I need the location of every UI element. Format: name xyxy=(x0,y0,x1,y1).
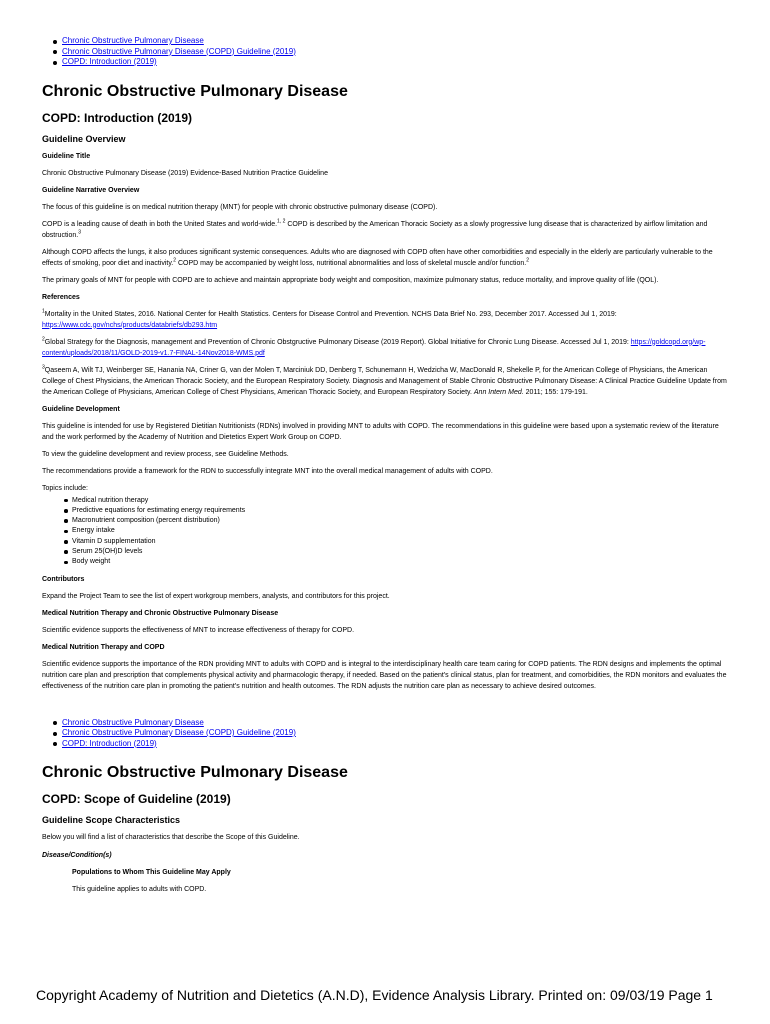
breadcrumb-link-introduction[interactable]: COPD: Introduction (2019) xyxy=(62,57,157,66)
development-paragraph: The recommendations provide a framework for the RDN to successfully integrate MNT into the overall medical management of adults with COPD. xyxy=(42,467,493,475)
scope-intro: Below you will find a list of characteristics that describe the Scope of this Guideline. xyxy=(42,834,300,842)
mnt-copd-disease-label: Medical Nutrition Therapy and Chronic Obstructive Pulmonary Disease xyxy=(42,609,279,617)
page-footer: Copyright Academy of Nutrition and Dietetics (A.N.D), Evidence Analysis Library. Printed on: 09/03/19 Page 1 xyxy=(36,987,713,1003)
breadcrumb-item xyxy=(62,36,728,47)
scope-heading: Guideline Scope Characteristics xyxy=(42,815,181,826)
list-item: Energy intake xyxy=(72,526,728,536)
guideline-title-label: Guideline Title xyxy=(42,152,91,160)
guideline-development-label: Guideline Development xyxy=(42,405,120,413)
narrative-paragraph: The focus of this guideline is on medical nutrition therapy (MNT) for people with chronic obstructive pulmonary disease (COPD). xyxy=(42,203,438,211)
breadcrumb-item xyxy=(62,718,728,729)
section-title: COPD: Scope of Guideline (2019) xyxy=(42,792,231,807)
development-paragraph: This guideline is intended for use by Registered Dietitian Nutritionists (RDNs) involved in providing MNT to adults with COPD. The recommendations in this guideline were based upon a systematic review of the literature and the work performed by the Academy of Nutrition and Dietetics Expert Work Group on COPD. xyxy=(42,422,719,441)
development-paragraph: To view the guideline development and review process, see Guideline Methods. xyxy=(42,450,289,458)
reference-item: $^3$Qaseem A, Wilt TJ, Weinberger SE, Hanania NA, Criner G, van der Molen T, Marciniuk DD, Denberg T, Schunemann H, Wedzicha W, MacDonald R, Shekelle P, for the American College of Physicians, the American College of Chest Physicians, the American Thoracic Society, and the European Respiratory Society. Diagnosis and Management of Stable Chronic Obstructive Pulmonary Disease: A Clinical Practice Guideline Update from the American College of Physicians, American College of Chest Physicians, American Thoracic Society, and European Respiratory Society. Ann Intern Med. 2011; 155: 179-191. xyxy=(42,364,727,396)
reference-link[interactable]: https://www.cdc.gov/nchs/products/databriefs/db293.htm xyxy=(42,321,218,329)
populations-text: This guideline applies to adults with COPD. xyxy=(72,886,207,894)
list-item: Macronutrient composition (percent distribution) xyxy=(72,516,728,526)
disease-condition-label: Disease/Condition(s) xyxy=(42,852,112,860)
narrative-paragraph: COPD is a leading cause of death in both the United States and world-wide.$^{1, 2}$ COPD is described by the American Thoracic Society as a slowly progressive lung disease that is characterized by airflow limitation and obstruction.$^3$ xyxy=(42,218,708,239)
guideline-overview-heading: Guideline Overview xyxy=(42,133,126,144)
breadcrumb-item xyxy=(62,739,728,750)
reference-item: $^1$Mortality in the United States, 2016. National Center for Health Statistics. Centers for Disease Control and Prevention. NCHS Data Brief No. 293, December 2017. Accessed Jul 1, 2019: https://www.cdc.gov/nchs/products/databriefs/db293.htm xyxy=(42,308,617,329)
topics-list xyxy=(42,496,728,568)
breadcrumb xyxy=(42,718,728,750)
populations-label: Populations to Whom This Guideline May Apply xyxy=(72,869,231,877)
page-title: Chronic Obstructive Pulmonary Disease xyxy=(42,764,348,782)
mnt-copd-text: Scientific evidence supports the importance of the RDN providing MNT to adults with COPD and is integral to the interdisciplinary health care team caring for COPD patients. The RDN designs and implements the optimal nutrition care plan and prescription that complements physical activity and pharmacologic therapy, if needed. Based on the patient's clinical status, plan for treatment, and comorbidities, the RDN monitors and evaluates the effectiveness of the nutrition care plan in promoting the patient's nutrition and health outcomes. The RDN adjusts the nutrition care plan as necessary to achieve desired outcomes. xyxy=(42,660,727,690)
section-title: COPD: Introduction (2019) xyxy=(42,110,193,125)
narrative-paragraph: Although COPD affects the lungs, it also produces significant systemic consequences. Adults who are diagnosed with COPD often have other comorbidities and especially in the elderly are particularly vulnerable to the effects of smoking, poor diet and inactivity.$^2$ COPD may be accompanied by weight loss, nutritional abnormalities and loss of skeletal muscle and/or function.$^2$ xyxy=(42,248,713,267)
topics-intro: Topics include: xyxy=(42,484,88,492)
breadcrumb-link-guideline[interactable]: Chronic Obstructive Pulmonary Disease (COPD) Guideline (2019) xyxy=(62,728,296,738)
list-item: Predictive equations for estimating energy requirements xyxy=(72,506,728,516)
breadcrumb-link-copd[interactable]: Chronic Obstructive Pulmonary Disease xyxy=(62,36,204,45)
document-page xyxy=(42,36,728,895)
references-label: References xyxy=(42,293,80,301)
breadcrumb-item xyxy=(62,47,728,58)
breadcrumb-link-copd[interactable]: Chronic Obstructive Pulmonary Disease xyxy=(62,717,204,727)
breadcrumb-link-guideline[interactable]: Chronic Obstructive Pulmonary Disease (COPD) Guideline (2019) xyxy=(62,46,296,56)
breadcrumb-link-introduction[interactable]: COPD: Introduction (2019) xyxy=(62,738,157,748)
breadcrumb-item xyxy=(62,728,728,739)
mnt-copd-disease-text: Scientific evidence supports the effectiveness of MNT to increase effectiveness of therapy for COPD. xyxy=(42,626,355,634)
mnt-copd-label: Medical Nutrition Therapy and COPD xyxy=(42,643,165,651)
reference-item: $^2$Global Strategy for the Diagnosis, management and Prevention of Chronic Obstgructive Pulmonary Disease (2019 Report). Global Initiative for Chronic Lung Disease. Accessed Jul 1, 2019: https://goldcopd.org/wp-content/uploads/2018/11/GOLD-2019-v1.7-FINAL-14Nov2018-WMS.pdf xyxy=(42,336,706,357)
list-item: Serum 25(OH)D levels xyxy=(72,547,728,557)
list-item: Vitamin D supplementation xyxy=(72,537,728,547)
list-item: Body weight xyxy=(72,557,728,567)
list-item: Medical nutrition therapy xyxy=(72,496,728,506)
narrative-paragraph: The primary goals of MNT for people with COPD are to achieve and maintain appropriate body weight and composition, maximize pulmonary status, reduce mortality, and improve quality of life (QOL). xyxy=(42,276,659,284)
narrative-overview-label: Guideline Narrative Overview xyxy=(42,186,140,194)
reference-link[interactable]: https://goldcopd.org/wp-content/uploads/2018/11/GOLD-2019-v1.7-FINAL-14Nov2018-WMS.pdf xyxy=(42,338,706,357)
page-title: Chronic Obstructive Pulmonary Disease xyxy=(42,82,348,100)
guideline-title-text: Chronic Obstructive Pulmonary Disease (2019) Evidence-Based Nutrition Practice Guideline xyxy=(42,169,328,177)
contributors-label: Contributors xyxy=(42,575,85,583)
breadcrumb-item xyxy=(62,57,728,68)
contributors-text: Expand the Project Team to see the list of expert workgroup members, analysts, and contributors for this project. xyxy=(42,592,390,600)
breadcrumb xyxy=(42,36,728,68)
